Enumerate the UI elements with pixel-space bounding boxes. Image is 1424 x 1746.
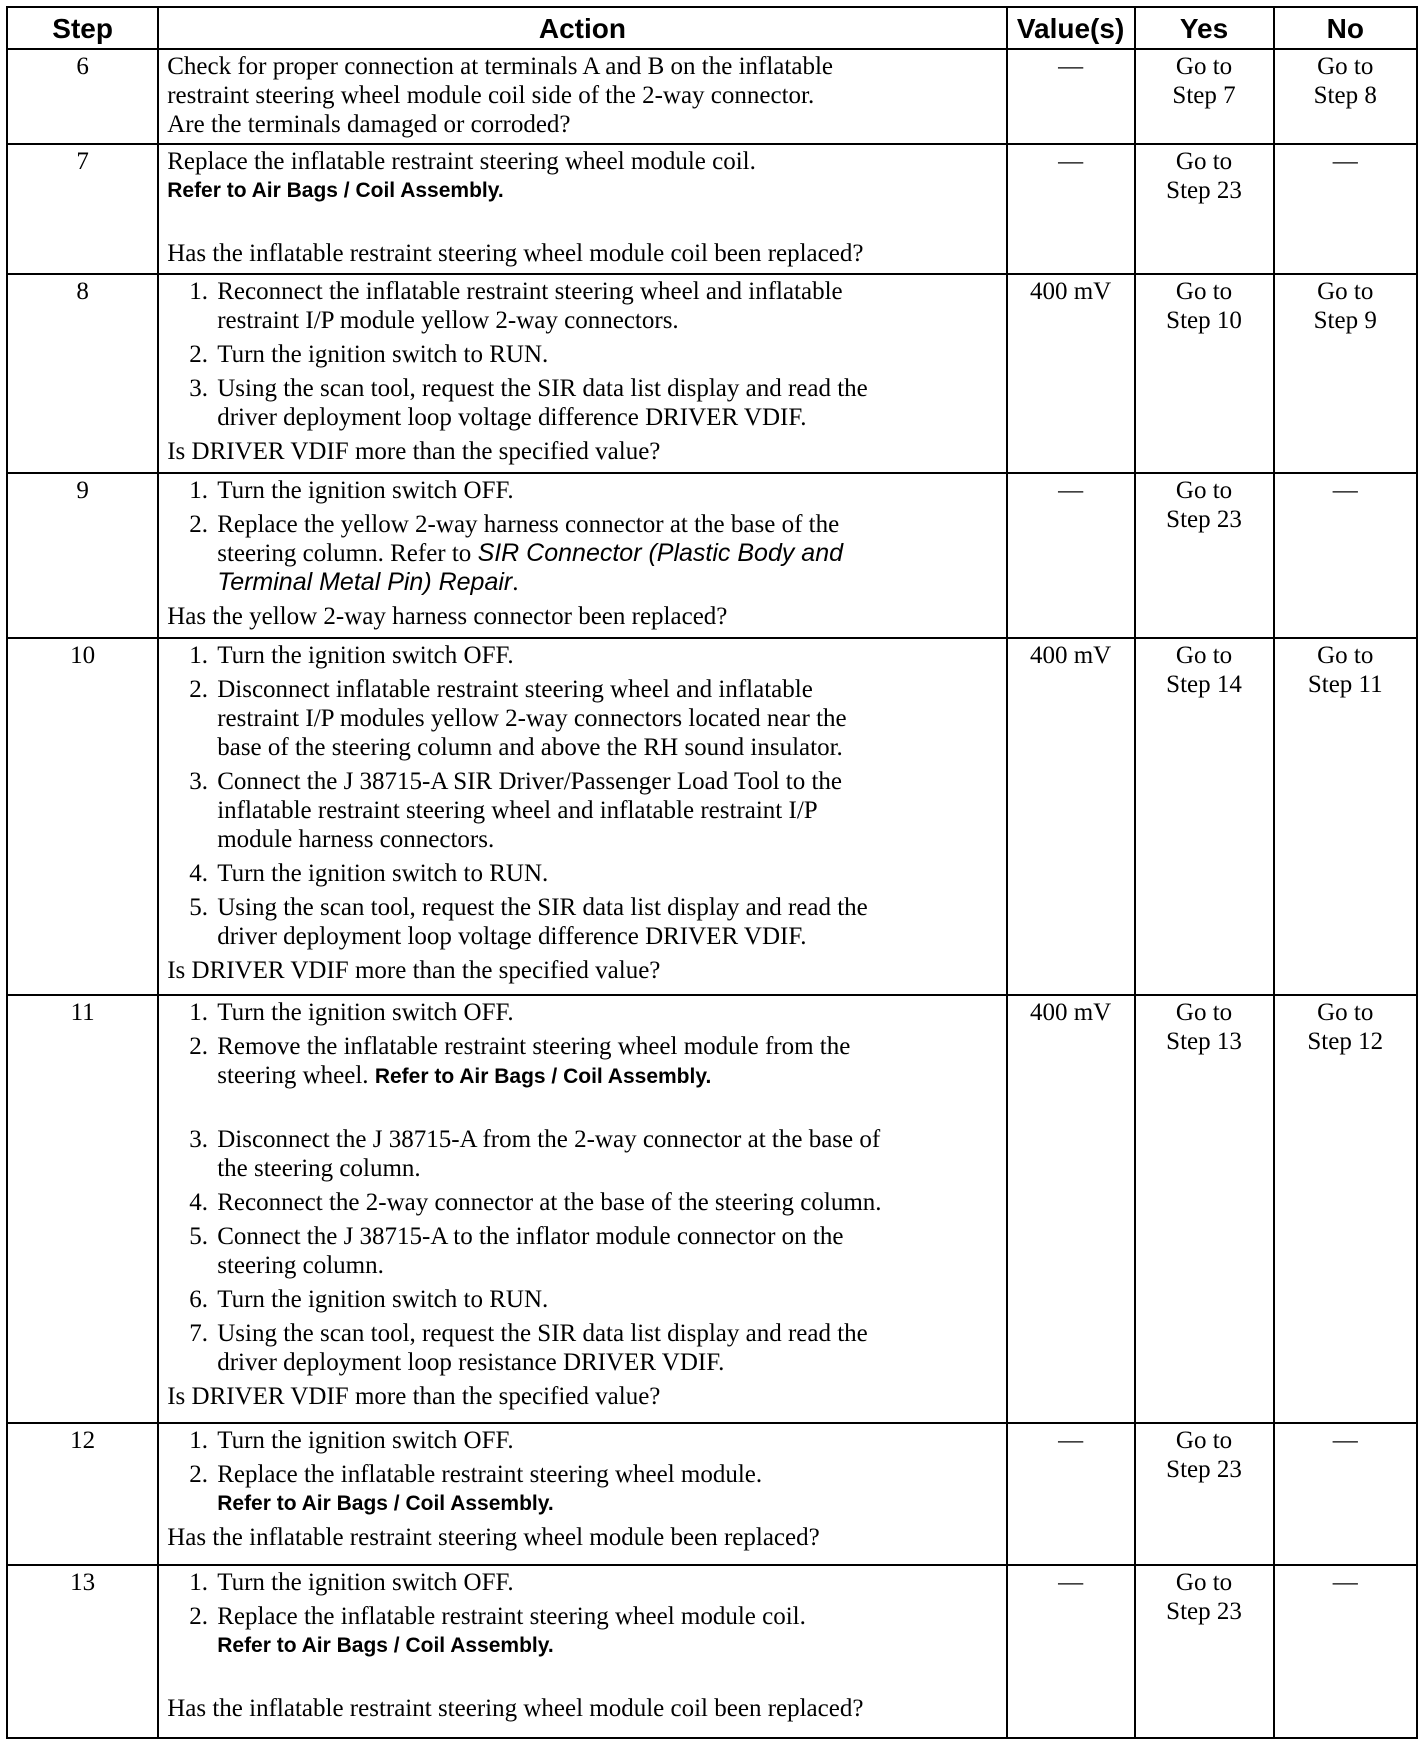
- list-item: 2. Remove the inflatable restraint steering wheel module from the steering wheel. Refer to Air Bags / Coil Assembly.: [167, 1032, 997, 1120]
- action-steps: [167, 1426, 997, 1518]
- list-item: 5. Connect the J 38715-A to the inflator module connector on the steering column.: [167, 1222, 997, 1280]
- table-row: [7, 473, 1417, 638]
- list-item: 1. Turn the ignition switch OFF.: [167, 1568, 997, 1597]
- item-text: Connect the J 38715-A to the inflator module connector on the: [217, 1223, 844, 1251]
- table-row: [7, 49, 1417, 144]
- list-item: 3. Using the scan tool, request the SIR data list display and read the driver deployment loop voltage difference DRIVER VDIF.: [167, 374, 997, 432]
- step-number: 8: [7, 274, 158, 473]
- yes-goto: Go to: [1175, 1427, 1233, 1455]
- yes-goto: Go to: [1175, 277, 1233, 305]
- yes-cell: [1135, 638, 1274, 996]
- list-item: 2. Replace the yellow 2-way harness connector at the base of the steering column. Refer to SIR Connector (Plastic Body and Terminal Metal Pin) Repair.: [167, 510, 997, 597]
- no-step: Step 9: [1313, 306, 1377, 334]
- item-text: Replace the inflatable restraint steering wheel module.: [217, 1461, 763, 1489]
- value-cell: 400 mV: [1007, 274, 1135, 473]
- item-text: Turn the ignition switch OFF.: [217, 1427, 514, 1455]
- list-item: 6. Turn the ignition switch to RUN.: [167, 1285, 997, 1314]
- value-cell: —: [1007, 144, 1135, 274]
- action-question: Are the terminals damaged or corroded?: [167, 111, 571, 138]
- action-question: Has the inflatable restraint steering wheel module coil been replaced?: [167, 240, 864, 268]
- action-cell: [158, 1565, 1006, 1738]
- list-item: 1. Turn the ignition switch OFF.: [167, 476, 997, 505]
- action-question: Has the inflatable restraint steering wheel module been replaced?: [167, 1524, 820, 1552]
- value-cell: 400 mV: [1007, 638, 1135, 996]
- yes-step: Step 7: [1172, 82, 1236, 109]
- list-item: 2. Disconnect inflatable restraint steering wheel and inflatable restraint I/P modules yellow 2-way connectors located near the base of the steering column and above the RH sound insulator.: [167, 675, 997, 762]
- table-row: [7, 144, 1417, 274]
- value-cell: —: [1007, 473, 1135, 638]
- action-steps: [167, 277, 997, 432]
- action-steps: [167, 476, 997, 597]
- header-values: Value(s): [1007, 7, 1135, 49]
- yes-cell: [1135, 144, 1274, 274]
- table-row: [7, 1423, 1417, 1565]
- action-line: Check for proper connection at terminals A and B on the inflatable: [167, 53, 833, 80]
- item-text: inflatable restraint steering wheel and inflatable restraint I/P: [217, 796, 818, 824]
- no-cell: [1274, 274, 1417, 473]
- action-question: Is DRIVER VDIF more than the specified value?: [167, 1383, 661, 1411]
- item-text: .: [512, 569, 519, 597]
- step-number: 6: [7, 49, 158, 144]
- no-goto: Go to: [1317, 641, 1374, 669]
- action-line: Replace the inflatable restraint steering wheel module coil.: [167, 148, 756, 176]
- header-action: Action: [158, 7, 1006, 49]
- value-cell: 400 mV: [1007, 995, 1135, 1423]
- item-text: Turn the ignition switch OFF.: [217, 477, 514, 505]
- yes-cell: [1135, 473, 1274, 638]
- item-text: Turn the ignition switch OFF.: [217, 999, 514, 1027]
- item-text: restraint I/P module yellow 2-way connectors.: [217, 306, 679, 334]
- item-text: driver deployment loop resistance DRIVER VDIF.: [217, 1349, 725, 1377]
- list-item: 1. Reconnect the inflatable restraint steering wheel and inflatable restraint I/P module yellow 2-way connectors.: [167, 277, 997, 335]
- action-question: Is DRIVER VDIF more than the specified value?: [167, 956, 661, 984]
- reference-link[interactable]: Terminal Metal Pin) Repair: [217, 568, 513, 597]
- yes-goto: Go to: [1175, 1569, 1233, 1597]
- reference-link[interactable]: Refer to Air Bags / Coil Assembly.: [217, 1492, 554, 1516]
- header-yes: Yes: [1135, 7, 1274, 49]
- action-question: Is DRIVER VDIF more than the specified value?: [167, 437, 661, 465]
- action-cell: [158, 638, 1006, 996]
- header-no: No: [1274, 7, 1417, 49]
- list-item: 7. Using the scan tool, request the SIR data list display and read the driver deployment loop resistance DRIVER VDIF.: [167, 1319, 997, 1377]
- no-goto: Go to: [1317, 277, 1374, 305]
- yes-goto: Go to: [1175, 53, 1233, 80]
- action-cell: [158, 995, 1006, 1423]
- item-text: steering column. Refer to: [217, 540, 472, 568]
- value-cell: —: [1007, 1565, 1135, 1738]
- yes-cell: [1135, 1423, 1274, 1565]
- action-line: restraint steering wheel module coil side of the 2-way connector.: [167, 82, 815, 109]
- header-step: Step: [7, 7, 158, 49]
- no-cell: [1274, 49, 1417, 144]
- table-row: [7, 274, 1417, 473]
- item-text: Using the scan tool, request the SIR data list display and read the: [217, 893, 868, 921]
- action-steps: [167, 998, 997, 1377]
- list-item: 4. Turn the ignition switch to RUN.: [167, 859, 997, 888]
- item-text: Using the scan tool, request the SIR data list display and read the: [217, 1320, 868, 1348]
- item-text: Turn the ignition switch to RUN.: [217, 340, 549, 368]
- step-number: 10: [7, 638, 158, 996]
- table-row: [7, 638, 1417, 996]
- item-text: module harness connectors.: [217, 825, 495, 853]
- yes-goto: Go to: [1175, 148, 1233, 176]
- yes-step: Step 23: [1166, 1456, 1242, 1484]
- yes-step: Step 23: [1166, 1598, 1242, 1626]
- yes-step: Step 13: [1166, 1028, 1242, 1056]
- action-cell: [158, 274, 1006, 473]
- item-text: steering wheel.: [217, 1062, 369, 1090]
- item-text: Turn the ignition switch to RUN.: [217, 1286, 549, 1314]
- item-text: base of the steering column and above the RH sound insulator.: [217, 733, 843, 761]
- list-item: 3. Connect the J 38715-A SIR Driver/Passenger Load Tool to the inflatable restraint steering wheel and inflatable restraint I/P module harness connectors.: [167, 767, 997, 854]
- list-item: 2. Replace the inflatable restraint steering wheel module. Refer to Air Bags / Coil Assembly.: [167, 1460, 997, 1518]
- header-row: [7, 7, 1417, 49]
- step-number: 12: [7, 1423, 158, 1565]
- item-text: Reconnect the inflatable restraint steering wheel and inflatable: [217, 277, 843, 305]
- step-number: 11: [7, 995, 158, 1423]
- table-row: [7, 995, 1417, 1423]
- yes-cell: [1135, 274, 1274, 473]
- action-cell: [158, 473, 1006, 638]
- item-text: Turn the ignition switch OFF.: [217, 641, 514, 669]
- list-item: 5. Using the scan tool, request the SIR data list display and read the driver deployment loop voltage difference DRIVER VDIF.: [167, 893, 997, 951]
- list-item: 1. Turn the ignition switch OFF.: [167, 641, 997, 670]
- list-item: 2. Turn the ignition switch to RUN.: [167, 340, 997, 369]
- item-text: Disconnect the J 38715-A from the 2-way connector at the base of: [217, 1126, 881, 1154]
- item-text: Using the scan tool, request the SIR data list display and read the: [217, 374, 868, 402]
- no-step: Step 11: [1307, 670, 1383, 698]
- item-text: the steering column.: [217, 1155, 421, 1183]
- action-cell: [158, 1423, 1006, 1565]
- item-text: Remove the inflatable restraint steering wheel module from the: [217, 1033, 851, 1061]
- yes-step: Step 14: [1166, 670, 1242, 698]
- no-goto: Go to: [1317, 53, 1374, 80]
- action-steps: [167, 1568, 997, 1689]
- no-cell: —: [1274, 144, 1417, 274]
- item-text: restraint I/P modules yellow 2-way connectors located near the: [217, 704, 847, 732]
- yes-cell: [1135, 995, 1274, 1423]
- action-question: Has the yellow 2-way harness connector been replaced?: [167, 603, 728, 631]
- item-text: Disconnect inflatable restraint steering wheel and inflatable: [217, 675, 813, 703]
- item-text: Replace the inflatable restraint steering wheel module coil.: [217, 1603, 806, 1631]
- list-item: 2. Replace the inflatable restraint steering wheel module coil. Refer to Air Bags / Coil Assembly.: [167, 1602, 997, 1689]
- list-item: 4. Reconnect the 2-way connector at the base of the steering column.: [167, 1188, 997, 1217]
- item-text: steering column.: [217, 1252, 384, 1280]
- action-cell: [158, 49, 1006, 144]
- value-cell: —: [1007, 49, 1135, 144]
- item-text: Turn the ignition switch to RUN.: [217, 859, 549, 887]
- no-cell: —: [1274, 473, 1417, 638]
- value-cell: —: [1007, 1423, 1135, 1565]
- no-cell: —: [1274, 1423, 1417, 1565]
- yes-cell: [1135, 49, 1274, 144]
- reference-link[interactable]: Refer to Air Bags / Coil Assembly.: [374, 1065, 712, 1089]
- reference-link[interactable]: SIR Connector (Plastic Body and: [477, 539, 844, 568]
- reference-link[interactable]: Refer to Air Bags / Coil Assembly.: [167, 179, 504, 203]
- no-step: Step 8: [1313, 82, 1377, 109]
- diagnostic-table: [6, 6, 1418, 1739]
- step-number: 13: [7, 1565, 158, 1738]
- table-row: [7, 1565, 1417, 1738]
- item-text: driver deployment loop voltage difference DRIVER VDIF.: [217, 922, 807, 950]
- action-question: Has the inflatable restraint steering wheel module coil been replaced?: [167, 1695, 864, 1723]
- yes-goto: Go to: [1175, 999, 1233, 1027]
- no-cell: [1274, 995, 1417, 1423]
- yes-goto: Go to: [1175, 477, 1233, 505]
- action-cell: [158, 144, 1006, 274]
- action-steps: [167, 641, 997, 951]
- yes-step: Step 10: [1166, 306, 1242, 334]
- step-number: 7: [7, 144, 158, 274]
- yes-cell: [1135, 1565, 1274, 1738]
- yes-step: Step 23: [1166, 506, 1242, 534]
- no-cell: —: [1274, 1565, 1417, 1738]
- no-step: Step 12: [1307, 1028, 1384, 1056]
- item-text: driver deployment loop voltage difference DRIVER VDIF.: [217, 403, 807, 431]
- item-text: Connect the J 38715-A SIR Driver/Passenger Load Tool to the: [217, 767, 842, 795]
- list-item: 1. Turn the ignition switch OFF.: [167, 998, 997, 1027]
- no-cell: [1274, 638, 1417, 996]
- yes-goto: Go to: [1175, 641, 1233, 669]
- list-item: 3. Disconnect the J 38715-A from the 2-way connector at the base of the steering column.: [167, 1125, 997, 1183]
- item-text: Reconnect the 2-way connector at the base of the steering column.: [217, 1189, 882, 1217]
- reference-link[interactable]: Refer to Air Bags / Coil Assembly.: [217, 1634, 554, 1658]
- list-item: 1. Turn the ignition switch OFF.: [167, 1426, 997, 1455]
- no-goto: Go to: [1317, 999, 1374, 1027]
- yes-step: Step 23: [1166, 177, 1242, 205]
- item-text: Replace the yellow 2-way harness connector at the base of the: [217, 511, 840, 539]
- step-number: 9: [7, 473, 158, 638]
- item-text: Turn the ignition switch OFF.: [217, 1569, 514, 1597]
